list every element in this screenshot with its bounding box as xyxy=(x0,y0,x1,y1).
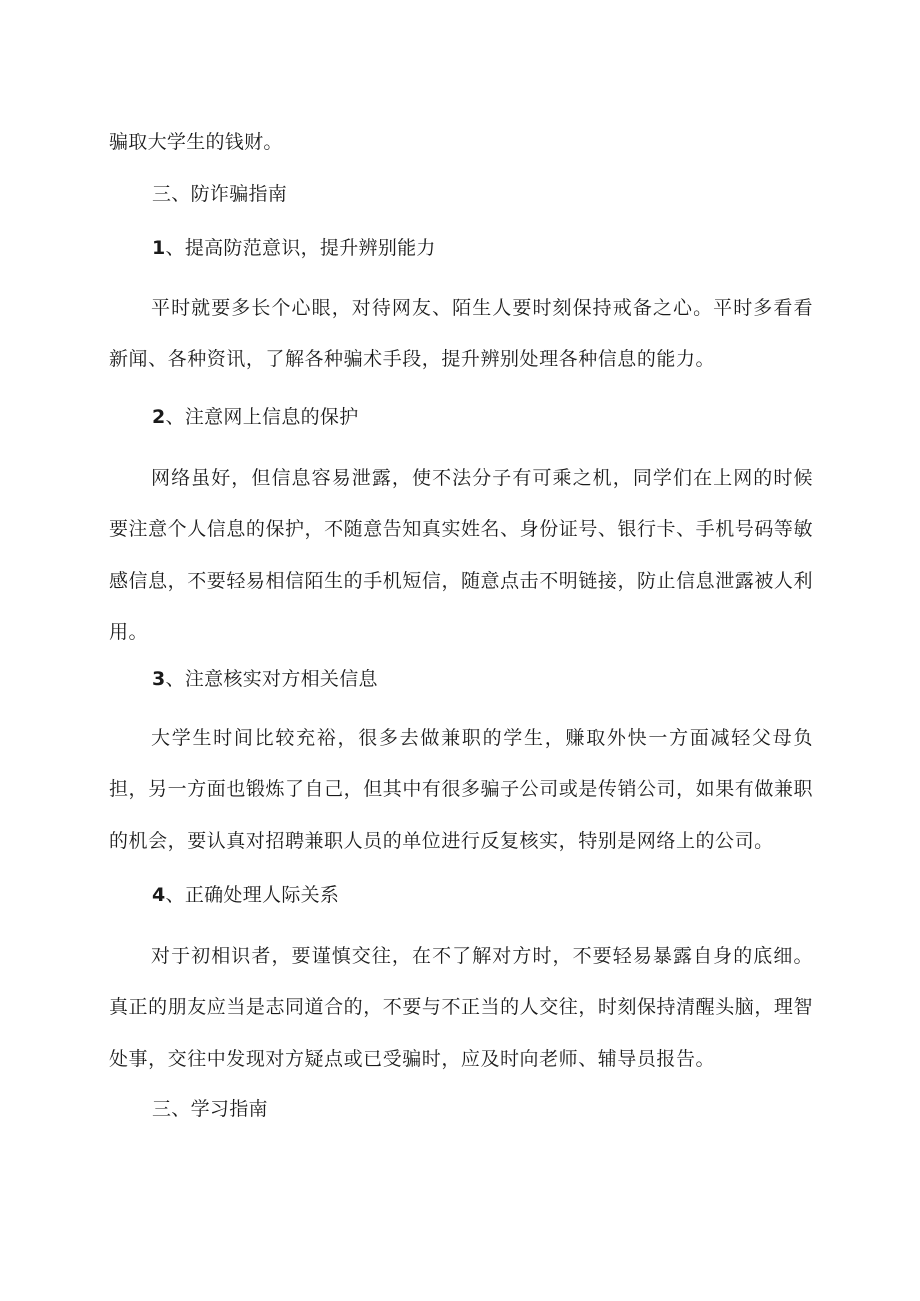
section-heading-anti-fraud: 三、防诈骗指南 xyxy=(152,183,288,205)
section-heading-study: 三、学习指南 xyxy=(152,1098,268,1120)
item-4-number: 4 xyxy=(152,884,166,906)
item-2-title: 、注意网上信息的保护 xyxy=(165,406,359,428)
item-1-heading xyxy=(152,236,436,260)
item-3-title: 、注意核实对方相关信息 xyxy=(165,668,378,690)
item-3-number: 3 xyxy=(152,668,166,690)
item-2-heading xyxy=(152,405,359,429)
item-1-title: 、提高防范意识，提升辨别能力 xyxy=(165,237,436,259)
item-4-heading xyxy=(152,883,339,907)
continuation-line: 骗取大学生的钱财。 xyxy=(109,131,283,153)
item-3-paragraph: 大学生时间比较充裕，很多去做兼职的学生，赚取外快一方面减轻父母负担，另一方面也锻炼了自己，但其中有很多骗子公司或是传销公司，如果有做兼职的机会，要认真对招聘兼职人员的单位进行反复核实，特别是网络上的公司。 xyxy=(109,727,813,852)
item-3-heading xyxy=(152,667,378,691)
item-2-number: 2 xyxy=(152,406,166,428)
item-1-paragraph: 平时就要多长个心眼，对待网友、陌生人要时刻保持戒备之心。平时多看看新闻、各种资讯，了解各种骗术手段，提升辨别处理各种信息的能力。 xyxy=(109,297,813,371)
item-4-paragraph: 对于初相识者，要谨慎交往，在不了解对方时，不要轻易暴露自身的底细。真正的朋友应当是志同道合的，不要与不正当的人交往，时刻保持清醒头脑，理智处事，交往中发现对方疑点或已受骗时，应及时向老师、辅导员报告。 xyxy=(109,945,813,1070)
item-2-paragraph: 网络虽好，但信息容易泄露，使不法分子有可乘之机，同学们在上网的时候要注意个人信息的保护，不随意告知真实姓名、身份证号、银行卡、手机号码等敏感信息，不要轻易相信陌生的手机短信，随意点击不明链接，防止信息泄露被人利用。 xyxy=(109,467,813,644)
item-4-title: 、正确处理人际关系 xyxy=(165,884,340,906)
item-1-number: 1 xyxy=(152,237,166,259)
